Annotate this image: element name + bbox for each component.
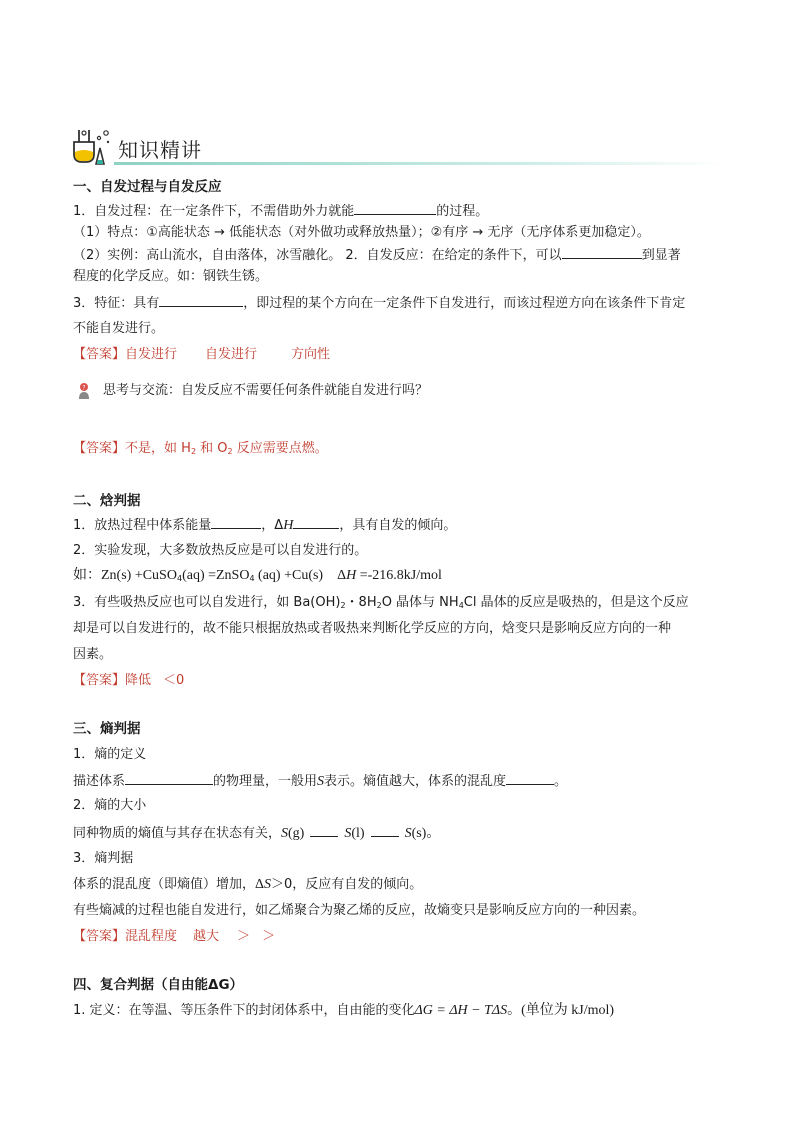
s3-line-2: 描述体系 的物理量，一般用S表示。熵值越大，体系的混乱度 。 [73,774,568,789]
s2-line-5: 却是可以自发进行的，故不能只根据放热或者吸热来判断化学反应的方向，焓变只是影响反应方向的一种 [73,621,672,636]
think-answer: 【答案】不是，如 $H_2$ 和 $O_2$ 反应需要点燃。 [73,441,328,456]
s2-line-3: 如：Zn(s) +CuSO$_4$(aq) =ZnSO$_4$ (aq) +Cu(s) ΔH =-216.8kJ/mol [73,568,442,583]
blank [310,824,338,837]
s2-answer: 【答案】降低 ＜0 [73,673,185,688]
s2-line-6: 因素。 [73,647,113,662]
blank [293,516,339,529]
thinking-person-icon [76,382,92,400]
svg-text:?: ? [82,384,86,392]
think-question: 思考与交流：自发反应不需要任何条件就能自发进行吗？ [103,383,429,398]
s3-answer: 【答案】混乱程度 越大 ＞ ＞ [73,929,276,944]
header-title: 知识精讲 [118,138,202,162]
s3-line-6: 体系的混乱度（即熵值）增加，ΔS＞0，反应有自发的倾向。 [73,877,423,892]
blank [125,772,213,785]
s1-answer: 【答案】自发进行 自发进行 方向性 [73,347,331,362]
s4-line-1: 1. 定义：在等温、等压条件下的封闭体系中，自由能的变化ΔG = ΔH − TΔS。(单位为 kJ/mol) [73,1003,615,1018]
section-header [68,124,728,168]
s3-line-4: 同种物质的熵值与其存在状态有关，S(g) S(l) S(s)。 [73,826,441,841]
s1-line-1: 1．自发过程：在一定条件下，不需借助外力就能 的过程。 [73,204,489,219]
s3-line-5: 3．熵判据 [73,851,134,866]
blank [506,772,554,785]
s2-line-1: 1．放热过程中体系能量 ，ΔH ，具有自发的倾向。 [73,518,457,533]
s1-line-6: 不能自发进行。 [73,321,165,336]
section-1-heading: 一、自发过程与自发反应 [73,179,222,195]
s1-line-5: 3．特征：具有 ，即过程的某个方向在一定条件下自发进行，而该过程逆方向在该条件下肯定 [73,296,686,311]
s1-line-3: （2）实例：高山流水，自由落体，冰雪融化。 2．自发反应：在给定的条件下，可以 到显著 [73,248,681,263]
blank [354,202,436,215]
blank [211,516,261,529]
header-underline [114,162,724,165]
s2-line-4: 3．有些吸热反应也可以自发进行，如 $Ba(OH)_2$・$8H_2O$ 晶体与 $NH_4Cl$ 晶体的反应是吸热的，但是这个反应 [73,595,689,610]
section-2-heading: 二、焓判据 [73,493,141,509]
s3-line-7: 有些熵减的过程也能自发进行，如乙烯聚合为聚乙烯的反应，故熵变只是影响反应方向的一种因素。 [73,903,646,918]
s3-line-3: 2．熵的大小 [73,798,147,813]
blank [371,824,399,837]
s2-line-2: 2．实验发现，大多数放热反应是可以自发进行的。 [73,543,368,558]
section-4-heading: 四、复合判据（自由能ΔG） [73,977,244,993]
s1-line-2: （1）特点：①高能状态 → 低能状态（对外做功或释放热量）；②有序 → 无序（无序体系更加稳定）。 [73,225,650,240]
lab-flask-icon [68,124,114,166]
s1-line-4: 程度的化学反应。如：钢铁生锈。 [73,269,269,284]
blank [562,246,642,259]
s3-line-1: 1．熵的定义 [73,747,147,762]
section-3-heading: 三、熵判据 [73,721,141,737]
blank [159,294,243,307]
